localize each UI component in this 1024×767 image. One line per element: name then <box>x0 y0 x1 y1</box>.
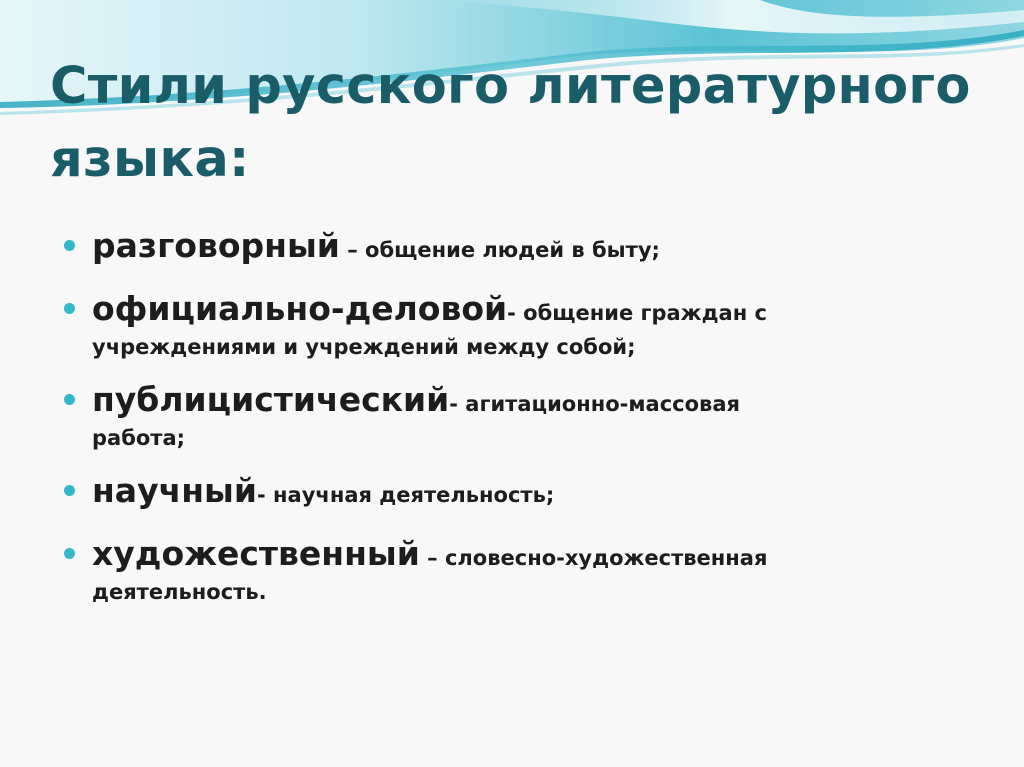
bullet-item-razgovorny <box>62 223 982 273</box>
title-line-1: Стили русского литературного <box>50 57 971 116</box>
bullet-description: - общение граждан с <box>507 301 767 325</box>
bullet-description-continued: работа; <box>92 426 186 450</box>
bullet-item-nauchny <box>62 468 982 518</box>
bullet-description: - научная деятельность; <box>257 483 555 507</box>
bullet-item-oficialno-delovoy <box>62 286 982 364</box>
bullet-description: – словесно-художественная <box>419 546 768 570</box>
bullet-term: художественный <box>92 534 420 573</box>
bullet-dot-icon <box>64 485 75 496</box>
bullet-term: научный <box>92 471 257 510</box>
title-line-2: языка: <box>50 130 250 189</box>
bullet-dot-icon <box>64 303 75 314</box>
bullet-description-continued: деятельность. <box>92 580 267 604</box>
bullet-dot-icon <box>64 240 75 251</box>
bullet-description: - агитационно-массовая <box>449 392 740 416</box>
bullet-term: разговорный <box>92 226 340 265</box>
bullet-term: официально-деловой <box>92 289 508 328</box>
bullet-item-publicisticheskiy <box>62 377 982 455</box>
bullet-term: публицистический <box>92 380 450 419</box>
bullet-item-hudozhestvenny <box>62 531 982 609</box>
bullet-dot-icon <box>64 548 75 559</box>
bullet-description-continued: учреждениями и учреждений между собой; <box>92 335 636 359</box>
bullet-list <box>62 223 982 622</box>
bullet-dot-icon <box>64 394 75 405</box>
slide-title <box>50 50 990 196</box>
bullet-description: – общение людей в быту; <box>339 238 660 262</box>
